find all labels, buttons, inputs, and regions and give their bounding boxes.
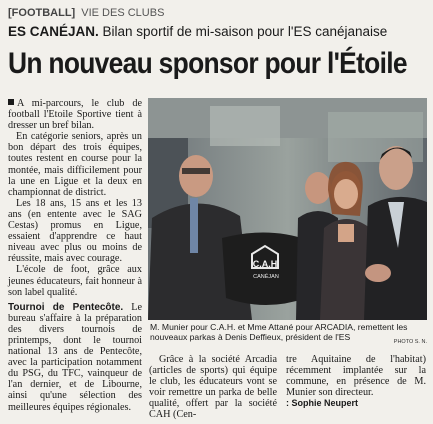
photo-caption: M. Munier pour C.A.H. et Mme Attané pour ARCADIA, remettent les nouveaux parkas à Denis Deffieux, président de l'ES bbox=[150, 322, 408, 343]
paragraph-5-text: Le bureau s'affaire à la préparation des divers tournois de printemps, dont le tournoi national 13 ans de Pentecôte, avec la participation notamment du PSG, du TFC, vainqueur de l'an dernier, et de Libourne, ainsi qu'une sélection des meilleures équipes régionales. bbox=[8, 301, 142, 413]
rubric-section: VIE DES CLUBS bbox=[81, 7, 165, 19]
kicker-place: ES CANÉJAN. bbox=[8, 24, 99, 39]
bottom-column-2-text: tre Aquitaine de l'habitat) récemment implantée sur la commune, en présence de M. Munier son directeur. bbox=[286, 354, 426, 399]
paragraph-2: En catégorie seniors, après un bon départ des trois équipes, toutes restent en course pour la montée, mais difficilement pour la une en Ligue et la deux en championnat de district. bbox=[8, 131, 142, 198]
rubric-tag: [FOOTBALL] bbox=[8, 7, 76, 19]
left-column bbox=[8, 98, 142, 413]
paragraph-3: Les 18 ans, 15 ans et les 13 ans (en entente avec le SAG Cestas) promus en Ligue, essaient d'apprendre ce haut niveau avec plus ou moins de réussite, mais avec courage. bbox=[8, 197, 142, 265]
bullet-icon bbox=[8, 99, 14, 105]
paragraph-5 bbox=[8, 302, 142, 413]
rubric-line bbox=[8, 6, 164, 20]
bottom-column-1: Grâce à la société Arcadia (articles de sports) qui équipe le club, les éducateurs vont se voir remettre un parka de belle qualité, offert par la société CAH (Cen- bbox=[149, 354, 277, 421]
paragraph-1 bbox=[8, 98, 142, 131]
subhead: Tournoi de Pentecôte. bbox=[8, 301, 124, 313]
kicker bbox=[8, 24, 433, 40]
bottom-column-2 bbox=[286, 354, 426, 409]
paragraph-1-text: A mi-parcours, le club de football l'Etoile Sportive tient à dresser un bref bilan. bbox=[8, 98, 142, 132]
bag-sub: CANÉJAN bbox=[253, 274, 279, 280]
author-signature: : Sophie Neupert bbox=[286, 398, 359, 409]
photo-credit: PHOTO S. N. bbox=[393, 339, 427, 345]
kicker-text: Bilan sportif de mi-saison pour l'ES canéjanaise bbox=[98, 24, 388, 39]
press-photo bbox=[148, 98, 427, 320]
photo-illustration bbox=[148, 98, 427, 320]
headline: Un nouveau sponsor pour l'Étoile bbox=[8, 47, 407, 80]
paragraph-4: L'école de foot, grâce aux jeunes éducateurs, fait honneur à son label qualité. bbox=[8, 264, 142, 298]
bag-logo: C.A.H bbox=[252, 259, 278, 269]
